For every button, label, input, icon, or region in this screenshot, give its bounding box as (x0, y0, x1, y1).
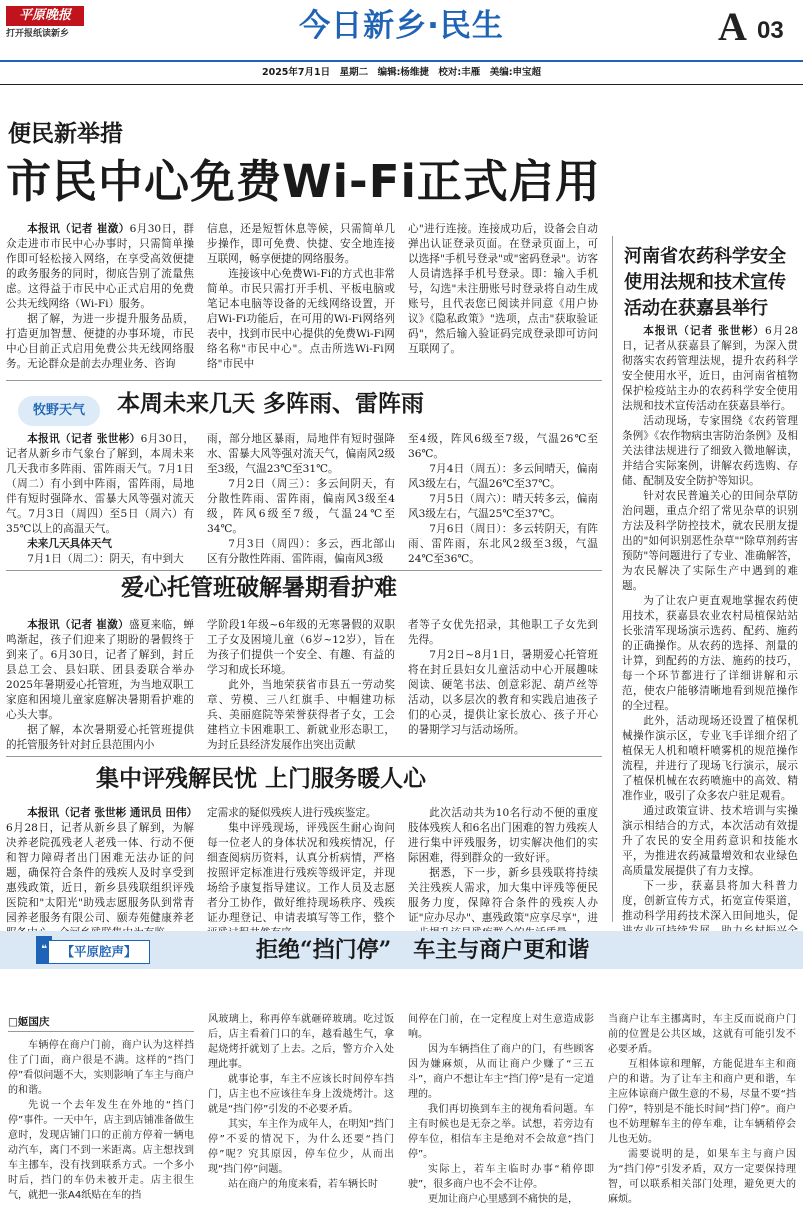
paragraph-text: 活动现场，专家围绕《农药管理条例》《农作物病虫害防治条例》及相关法律法规进行了细致入微地解读，并结合实际案例，讲解农药选购、存储、配制及安全防护等知识。 (622, 415, 798, 487)
paragraph-text: 互相体谅和理解，方能促进车主和商户的和谐。为了让车主和商户更和谐，车主应体谅商户做生意的不易，尽量不要“挡门停”，特别是不能长时间“挡门停”。商户也不妨理解车主的停车难，让车辆稍停会儿也无妨。 (608, 1059, 796, 1145)
article-paragraph (622, 414, 798, 489)
paragraph-text: 此外，活动现场还设置了植保机械操作演示区，专业飞手详细介绍了植保无人机和喷杆喷雾机的规范操作流程，并进行了现场飞行演示，展示了植保机械在农药喷施中的高效、精准作业，吸引了众多农户驻足观看。 (622, 715, 798, 802)
article-paragraph (408, 1162, 594, 1192)
paragraph-text: 7月4日（周五）：多云间晴天，偏南风3级左右，气温26℃至37℃。 (408, 463, 598, 490)
paragraph-text: 此次活动共为10名行动不便的重度肢体残疾人和6名出门困难的智力残疾人进行集中评残服务，切实解决他们的实际困难，得到群众的一致好评。 (408, 807, 598, 864)
paragraph-text: 车辆停在商户门前，商户认为这样挡住了门面，商户很是不满。这样的“挡门停”看似问题不大，实则影响了车主与商户的和谐。 (8, 1040, 194, 1096)
article-dateline: 本报讯（记者 张世彬） (27, 433, 141, 445)
article-subhead: 未来几天具体天气 (27, 538, 112, 550)
paragraph-text: 6月28日，记者从新乡县了解到，为解决养老院孤残老人老残一体、行动不便和智力障碍者出门困难无法办证的问题，确保符合条件的残疾人及时享受到惠残政策，近日，新乡县残联组织评残医院和"太阳光"助残志愿服务队到常青园养老服务有限公司、颐寿苑健康养老 (6, 822, 194, 924)
article-paragraph (207, 477, 395, 537)
lead-story-column-2 (207, 222, 395, 370)
article-paragraph (622, 714, 798, 804)
article-paragraph (207, 618, 395, 678)
weather-headline: 本周未来几天 多阵雨、雷阵雨 (117, 391, 425, 417)
paragraph-text: 我们再切换到车主的视角看问题。车主有时候也是无奈之举。试想，若旁边有停车位，相信车主是绝对不会故意“挡门停”。 (408, 1104, 594, 1160)
childcare-column-3 (408, 618, 598, 750)
article-paragraph (408, 1102, 594, 1162)
article-paragraph (622, 804, 798, 879)
paragraph-text: 者等子女优先招录，其他职工子女先到先得。 (408, 619, 598, 646)
paragraph-text: 其实，车主作为成年人，在明知“挡门停”不妥的情况下，为什么还要“挡门停”呢？究其原因，停车位少，从而出现“挡门停”问题。 (208, 1119, 394, 1175)
paragraph-text: 因为车辆挡住了商户的门，有些顾客因为嫌麻烦，从而让商户少赚了“三五斗”，商户不想让车主“挡门停”是有一定道理的。 (408, 1044, 594, 1100)
childcare-top-rule (6, 570, 602, 571)
article-paragraph (8, 1098, 194, 1203)
article-paragraph (6, 618, 194, 723)
paragraph-text: 通过政策宣讲、技术培训与实操演示相结合的方式，本次活动有效提升了农民的安全用药意识和技能水平，为推进农药减量增效和农业绿色高质量发展提供了有力支撑。 (622, 805, 798, 877)
article-paragraph (6, 806, 198, 941)
article-paragraph (408, 492, 598, 522)
opinion-headline: 拒绝“挡门停” 车主与商户更和谐 (256, 937, 590, 963)
article-paragraph (208, 1012, 394, 1072)
paragraph-text: 雨，部分地区暴雨，局地伴有短时强降水、雷暴大风等强对流天气，偏南风2级至3级，气温23℃至31℃。 (207, 433, 395, 475)
byline-rule (8, 1031, 194, 1032)
opinion-byline: □姬国庆 (8, 1016, 50, 1028)
disability-top-rule (6, 756, 602, 757)
lead-story-column-3 (408, 222, 598, 370)
article-paragraph (207, 432, 395, 477)
disability-headline: 集中评残解民忧 上门服务暖人心 (96, 766, 427, 792)
article-paragraph (6, 552, 194, 567)
paragraph-text: 7月3日（周四）：多云，西北部山区有分散性阵雨、雷阵雨，偏南风3级 (207, 538, 395, 565)
disability-column-2 (207, 806, 395, 926)
page-number: 03 (757, 17, 784, 44)
article-paragraph (207, 537, 395, 567)
article-paragraph (208, 1072, 394, 1117)
page-letter: A (718, 4, 747, 49)
paragraph-text: 7月2日~8月1日，暑期爱心托管班将在封丘县妇女儿童活动中心开展趣味阅读、硬笔书法、创意彩泥、葫芦丝等活动，以多层次的教育和实践启迪孩子们的心灵，提供让家长放心、孩子开心的暑期学习与活动场所。 (408, 649, 598, 736)
lead-story-column-1 (6, 222, 194, 370)
paragraph-text: 7月1日（周二）：阴天，有中到大 (27, 553, 184, 565)
article-paragraph (207, 267, 395, 372)
lead-headline: 市民中心免费Wi-Fi正式启用 (6, 155, 601, 208)
paragraph-text: 下一步，获嘉县将加大科普力度，创新宣传方式，拓宽宣传渠道，推动科学用药技术深入田间地头，促 (622, 880, 798, 922)
article-dateline: 本报讯（记者 崔潋） (27, 223, 130, 235)
paragraph-text: 7月5日（周六）：晴天转多云，偏南风3级左右，气温25℃至37℃。 (408, 493, 598, 520)
article-paragraph (8, 1038, 194, 1098)
paragraph-text: 站在商户的角度来看，若车辆长时 (228, 1179, 378, 1190)
childcare-column-1 (6, 618, 194, 750)
article-paragraph (408, 1192, 594, 1207)
article-paragraph (208, 1117, 394, 1177)
article-paragraph (622, 489, 798, 594)
paragraph-text: 间停在门前，在一定程度上对生意造成影响。 (408, 1014, 594, 1040)
article-paragraph (408, 866, 598, 941)
opinion-column-2 (208, 1012, 394, 1198)
article-paragraph (408, 648, 598, 738)
childcare-headline: 爱心托管班破解暑期看护难 (121, 575, 397, 601)
paragraph-text: 为了让农户更直观地掌握农药使用技术，获嘉县农业农村局植保站站长张清军现场演示选药、配药、施药的正确操作。从农药的选择、剂量的计算，到配药的方法、施药的技巧，每一个环节都进行了详细讲解和示范，使农户能够清晰地看到规范操作的全过程。 (622, 595, 798, 712)
disability-column-3 (408, 806, 598, 926)
paragraph-text: 就事论事，车主不应该长时间停车挡门，店主也不应该往车身上泼烧烤汁。这就是“挡门停”引发的不必要矛盾。 (208, 1074, 394, 1115)
article-paragraph (207, 678, 395, 753)
paragraph-text: 至4级，阵风6级至7级，气温26℃至36℃。 (408, 433, 598, 460)
article-paragraph (6, 222, 194, 312)
paragraph-text: 6月30日，群众走进市市民中心办事时，只需简单操作即可轻松接入网络，在享受高效便捷的政务服务的同时，彻底告别了流量焦虑。这得益于市民中心正式启用的免费公共无线网络（Wi-Fi）服务。 (6, 223, 194, 310)
paragraph-text: 盛夏来临，蝉鸣渐起，孩子们迎来了期盼的暑假终于到来了。6月30日，记者了解到，封丘县总工会、县妇联、团县委联合举办2025年暑期爱心托管班，为当地双职工家庭和困境儿童家庭解决暑期看护难的心头大事。 (6, 619, 194, 721)
masthead-rule (0, 60, 803, 62)
paragraph-text: 集中评残现场，评残医生耐心询问每一位老人的身体状况和残疾情况，仔细查阅病历资料，认真分析病情，严格按照评定标准进行残疾等级评定，并现场给予康复指导建议。工作人员及志愿者分工协作，做好维持现场秩序、残疾证办理登记、申请表填写等工作，整个 (207, 822, 395, 924)
article-paragraph (207, 806, 395, 821)
paragraph-text: 7月6日（周日）：多云转阴天，有阵雨、雷阵雨，东北风2级至3级，气温24℃至36℃。 (408, 523, 598, 565)
weather-badge: 牧野天气 (18, 396, 100, 426)
paragraph-text: 定需求的疑似残疾人进行残疾鉴定。 (207, 807, 377, 819)
article-paragraph (608, 1057, 796, 1147)
article-paragraph (408, 1042, 594, 1102)
article-paragraph (207, 821, 395, 941)
article-paragraph (408, 618, 598, 648)
article-paragraph (408, 222, 598, 357)
paragraph-text: 6月30日，记者从新乡市气象台了解到，本周未来几天我市多阵雨、雷阵雨天气。7月1日（周二）有小到中阵雨，雷阵雨，局地伴有短时强降水、雷暴大风等强对流天气。7月3日（周四）至5日（周六）有35℃以上的高温天气。 (6, 433, 194, 535)
article-paragraph (408, 432, 598, 462)
article-paragraph (6, 312, 194, 372)
weather-column-2 (207, 432, 395, 564)
article-paragraph (608, 1012, 796, 1057)
paragraph-text: 需要说明的是，如果车主与商户因为“挡门停”引发矛盾，双方一定要保持理智，可以联系相关部门处理，避免更大的麻烦。 (608, 1149, 796, 1205)
paragraph-text: 连接该中心免费Wi-Fi的方式也非常简单。市民只需打开手机、平板电脑或笔记本电脑等设备的无线网络设置，开启Wi-Fi功能后，在可用的Wi-Fi网络列表中，找到市民中心提供的免费Wi-Fi网络名称"市民中心"。点击所选Wi-Fi网络"市民中 (207, 268, 395, 370)
childcare-column-2 (207, 618, 395, 750)
weather-top-rule (6, 380, 602, 381)
paragraph-text: 7月2日（周三）：多云间阴天，有分散性阵雨、雷阵雨，偏南风3级至4级，阵风6级至7级，气温24℃至34℃。 (207, 478, 395, 535)
newspaper-logo: 平原晚报 (6, 6, 84, 26)
sidebar-divider (612, 236, 613, 922)
sidebar-column (622, 324, 798, 924)
article-dateline: 本报讯（记者 张世彬 通讯员 田伟） (27, 807, 198, 819)
paragraph-text: 当商户让车主挪离时，车主反而说商户门前的位置是公共区域，这就有可能引发不必要矛盾。 (608, 1014, 796, 1055)
sidebar-headline: 河南省农药科学安全使用法规和技术宣传活动在获嘉县举行 (624, 246, 786, 319)
paragraph-text: 据悉，下一步，新乡县残联将持续关注残疾人需求，加大集中评残等便民服务力度，保障符合条件的残疾人办证"应办尽办"、惠残政策"应享尽享"，进 (408, 867, 598, 924)
article-dateline: 本报讯（记者 崔潋） (27, 619, 130, 631)
paragraph-text: 信息，还是短暂休息等候，只需简单几步操作，即可免费、快捷、安全地连接互联网，畅享便捷的网络服务。 (207, 223, 395, 265)
article-paragraph (408, 522, 598, 567)
article-paragraph (6, 723, 194, 753)
newspaper-tagline: 打开报纸读新乡 (6, 29, 70, 39)
paragraph-text: 据了解，本次暑期爱心托管班提供的托管服务针对封丘县范围内小 (6, 724, 194, 751)
paragraph-text: 实际上，若车主临时办事“稍停即驶”，很多商户也不会不让停。 (408, 1164, 594, 1190)
paragraph-text: 此外，当地荣获省市县五一劳动奖章、劳模、三八红旗手、中帼建功标兵、美丽庭院等荣誉获得者子女，工会建档立卡困难职工、新就业形态职工，为封丘县经济发展作出突出贡献 (207, 679, 395, 751)
section-title: 今日新乡·民生 (299, 8, 504, 44)
article-paragraph (608, 1147, 796, 1207)
article-dateline: 本报讯（记者 张世彬） (643, 325, 765, 337)
dateline: 2025年7月1日 星期二 编辑:杨维捷 校对:丰雁 美编:申宝超 (261, 67, 542, 78)
opinion-column-3 (408, 1012, 594, 1205)
opinion-column-1 (8, 1038, 194, 1201)
article-paragraph (622, 324, 798, 414)
paragraph-text: 针对农民普遍关心的田间杂草防治问题，重点介绍了常见杂草的识别方法及科学防控技术，就农民朋友提出的"如何识别恶性杂草""除草剂药害预防"等问题进行了专业、准确解答，为农民解决了实际生产中遇到的难题。 (622, 490, 798, 592)
article-paragraph (622, 594, 798, 714)
opinion-column-4 (608, 1012, 796, 1205)
weather-column-3 (408, 432, 598, 564)
article-paragraph (208, 1177, 394, 1192)
article-paragraph (207, 222, 395, 267)
lead-kicker: 便民新举措 (8, 120, 123, 147)
paragraph-text: 先说一个去年发生在外地的“挡门停”事件。一天中午，店主到店铺准备做生意时，发现店铺门口的正前方停着一辆电动汽车，离门不到一米距离。店主想找到车主挪车，没有找到联系方式。一个多小时后，挡门的车仍未被开走。店主很生气，就把一张A4纸贴在车的挡 (8, 1100, 194, 1201)
paragraph-text: 据了解，为进一步提升服务品质，打造更加智慧、便捷的办事环境，市民中心目前正式启用免费公共无线网络服务。无论群众是前去办理业务、咨询 (6, 313, 194, 370)
dateline-rule (0, 84, 803, 85)
weather-column-1 (6, 432, 194, 564)
paragraph-text: 风玻璃上，称再停车就砸碎玻璃。吃过饭后，店主看着门口的车，越看越生气，拿起烧烤扦就划了上去。之后，警方介入处理此事。 (208, 1014, 394, 1070)
article-paragraph (408, 462, 598, 492)
paragraph-text: 学阶段1年级~6年级的无寒暑假的双职工子女及困境儿童（6岁~12岁），旨在为孩子们提供一个安全、有趣、有益的学习和成长环境。 (207, 619, 395, 676)
opinion-label: 【平原腔声】 (48, 940, 150, 964)
article-paragraph (408, 806, 598, 866)
speech-icon: ❝ (36, 936, 52, 964)
paragraph-text: 心"进行连接。连接成功后，设备会自动弹出认证登录页面。在登录页面上，可以选择"手机号登录"或"密码登录"。访客人员请选择手机号登录。即：输入手机号，勾选"未注册账号时登录将自动生成账号，且代表您已阅读并同意《用户协议》《隐私政策》"选项，点击"获取验证码"，然后输入验证码完成登录即可访问互联网了。 (408, 223, 598, 355)
disability-column-1 (6, 806, 198, 926)
paragraph-text: 6月28日，记者从获嘉县了解到，为深入贯彻落实农药管理法规，提升农药科学安全使用水平，近日，由河南省植物保护检疫站主办的农药科学安全使用法规和技术宣传活动在获嘉县举行。 (622, 325, 798, 412)
paragraph-text: 更加让商户心里感到不痛快的是， (428, 1194, 578, 1205)
article-paragraph (6, 432, 194, 537)
article-paragraph (408, 1012, 594, 1042)
